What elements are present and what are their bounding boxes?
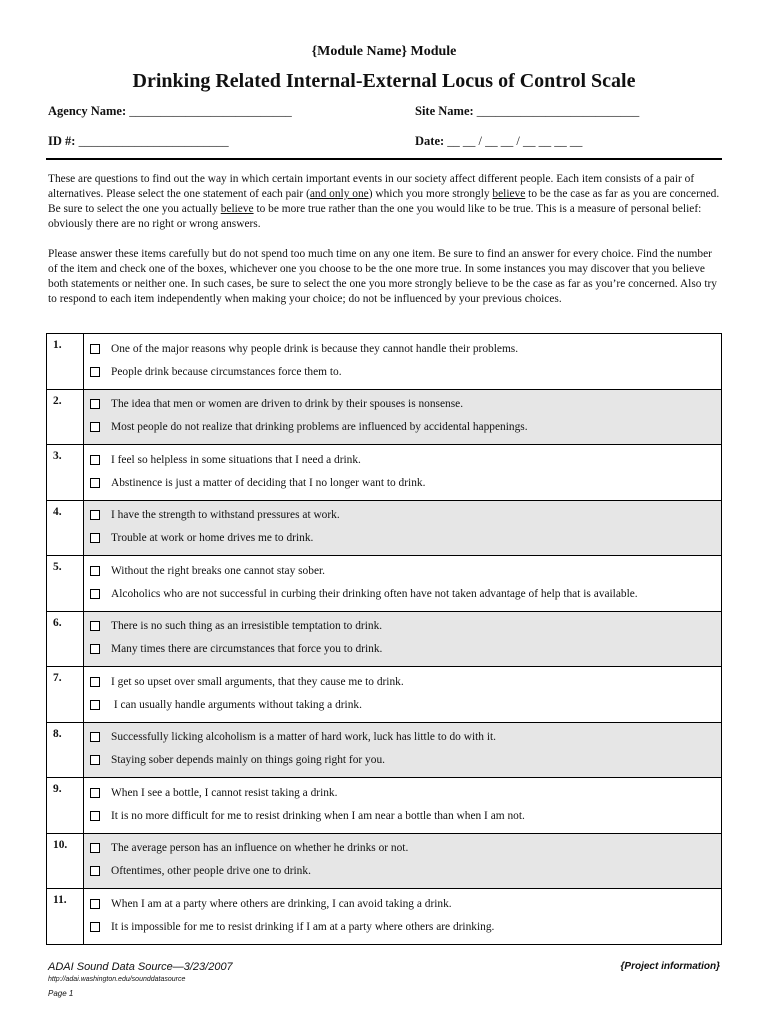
item-number: 10. [47,833,84,889]
item-options [84,833,722,889]
footer-page-number: Page 1 [48,989,74,998]
item-number: 8. [47,722,84,778]
checkbox-icon[interactable] [90,566,100,576]
item-option-text: Staying sober depends mainly on things going right for you. [111,754,385,766]
item-option-a[interactable] [88,781,721,804]
item-option-b[interactable] [88,471,721,494]
checkbox-icon[interactable] [90,589,100,599]
item-option-text: I get so upset over small arguments, that they cause me to drink. [111,675,404,688]
item-option-text: Many times there are circumstances that force you to drink. [111,643,383,655]
item-options [84,667,722,723]
item-option-text: People drink because circumstances force them to. [111,365,342,378]
id-label: ID #: [48,134,76,148]
item-option-text: Alcoholics who are not successful in curbing their drinking often have not taken advantage of help that is available. [111,587,638,600]
checkbox-icon[interactable] [90,922,100,932]
item-option-b[interactable] [88,582,721,605]
agency-name-label: Agency Name: [48,104,127,118]
site-name-line[interactable]: __________________________ [476,104,640,118]
checkbox-icon[interactable] [90,533,100,543]
item-option-b[interactable] [88,527,721,550]
page-title: Drinking Related Internal-External Locus of Control Scale [132,70,636,92]
item-row [47,889,722,945]
checkbox-icon[interactable] [90,843,100,853]
checkbox-icon[interactable] [90,899,100,909]
id-field[interactable] [48,134,229,149]
item-row [47,500,722,556]
item-option-text: Successfully licking alcoholism is a matter of hard work, luck has little to do with it. [111,731,496,743]
item-row [47,389,722,445]
checkbox-icon[interactable] [90,732,100,742]
item-option-b[interactable] [88,693,721,716]
item-option-text: Oftentimes, other people drive one to drink. [111,865,311,877]
agency-name-line[interactable]: __________________________ [129,104,292,118]
item-options [84,722,722,778]
item-option-a[interactable] [88,892,721,915]
checkbox-icon[interactable] [90,422,100,432]
agency-name-field[interactable] [48,104,292,119]
item-option-text: The average person has an influence on whether he drinks or not. [111,842,409,854]
item-option-text: Abstinence is just a matter of deciding that I no longer want to drink. [111,476,426,489]
footer-source: ADAI Sound Data Source—3/23/2007 [48,961,233,973]
item-option-text: I have the strength to withstand pressures at work. [111,509,340,521]
item-options [84,611,722,667]
checkbox-icon[interactable] [90,700,100,710]
item-option-text: One of the major reasons why people drink is because they cannot handle their problems. [111,342,519,355]
item-options [84,334,722,390]
item-option-a[interactable] [88,670,721,693]
item-option-a[interactable] [88,837,721,860]
item-option-text: I feel so helpless in some situations that I need a drink. [111,453,361,466]
item-option-b[interactable] [88,860,721,883]
item-number: 2. [47,389,84,445]
item-options [84,556,722,612]
item-row [47,667,722,723]
item-option-text: It is impossible for me to resist drinking if I am at a party where others are drinking. [111,920,495,933]
item-row [47,334,722,390]
footer-url: http://adai.washington.edu/sounddatasource [48,976,186,983]
item-option-text: I can usually handle arguments without taking a drink. [111,698,362,711]
item-row [47,778,722,834]
site-name-field[interactable] [415,104,639,119]
checkbox-icon[interactable] [90,344,100,354]
checkbox-icon[interactable] [90,510,100,520]
item-option-b[interactable] [88,638,721,661]
item-option-text: Trouble at work or home drives me to drink. [111,532,314,544]
id-line[interactable]: ________________________ [78,134,229,148]
checkbox-icon[interactable] [90,866,100,876]
intro-paragraph-1: These are questions to find out the way in which certain important events in our society affect different people. Each item consists of a pair of alternatives. Please select the one statement of each pair (and only one) which you more strongly believe to be the case as far as you are concerned. Be sure to select the one you actually believe to be more true rather than the one you would like to be true. This is a measure of personal belief: obviously there are no right or wrong answers. [48,173,720,230]
module-name: {Module Name} Module [311,44,457,59]
checkbox-icon[interactable] [90,621,100,631]
item-options [84,445,722,501]
item-options [84,889,722,945]
item-option-a[interactable] [88,726,721,749]
item-options [84,500,722,556]
items-table [46,333,722,945]
item-option-b[interactable] [88,360,721,383]
checkbox-icon[interactable] [90,455,100,465]
item-option-a[interactable] [88,393,721,416]
checkbox-icon[interactable] [90,367,100,377]
checkbox-icon[interactable] [90,478,100,488]
checkbox-icon[interactable] [90,399,100,409]
item-number: 7. [47,667,84,723]
item-row [47,611,722,667]
item-option-text: When I am at a party where others are drinking, I can avoid taking a drink. [111,897,452,910]
checkbox-icon[interactable] [90,677,100,687]
item-row [47,445,722,501]
item-option-a[interactable] [88,559,721,582]
item-row [47,833,722,889]
item-option-b[interactable] [88,749,721,772]
date-label: Date: [415,134,445,148]
item-option-text: It is no more difficult for me to resist drinking when I am near a bottle than when I am not. [111,809,525,822]
item-option-b[interactable] [88,915,721,938]
header-divider [46,158,722,160]
item-row [47,556,722,612]
item-options [84,778,722,834]
item-number: 5. [47,556,84,612]
item-options [84,389,722,445]
item-option-text: The idea that men or women are driven to drink by their spouses is nonsense. [111,398,464,410]
item-number: 11. [47,889,84,945]
date-line[interactable]: __ __ / __ __ / __ __ __ __ [447,134,583,148]
footer-project-info: {Project information} [620,961,720,972]
checkbox-icon[interactable] [90,811,100,821]
site-name-label: Site Name: [415,104,474,118]
item-number: 4. [47,500,84,556]
item-row [47,722,722,778]
item-number: 3. [47,445,84,501]
intro-paragraph-2: Please answer these items carefully but do not spend too much time on any one item. Be sure to find an answer for every choice. Find the number of the item and check one of the boxes, whichever one you choose to be the one more true. In some instances you may discover that you believe both statements or neither one. In such cases, be sure to select the one you more strongly believe to be the case as far as you’re concerned. Also try to respond to each item independently when making your choice; do not be influenced by your previous choices. [48,248,717,305]
checkbox-icon[interactable] [90,755,100,765]
item-option-b[interactable] [88,804,721,827]
item-number: 9. [47,778,84,834]
item-option-a[interactable] [88,448,721,471]
date-field[interactable] [415,134,582,149]
item-option-a[interactable] [88,504,721,527]
checkbox-icon[interactable] [90,788,100,798]
item-option-text: There is no such thing as an irresistible temptation to drink. [111,620,383,632]
item-number: 6. [47,611,84,667]
item-option-b[interactable] [88,416,721,439]
item-option-text: Most people do not realize that drinking problems are influenced by accidental happenings. [111,421,528,433]
item-option-text: Without the right breaks one cannot stay sober. [111,564,326,577]
item-option-text: When I see a bottle, I cannot resist taking a drink. [111,786,338,799]
item-number: 1. [47,334,84,390]
item-option-a[interactable] [88,337,721,360]
item-option-a[interactable] [88,615,721,638]
checkbox-icon[interactable] [90,644,100,654]
